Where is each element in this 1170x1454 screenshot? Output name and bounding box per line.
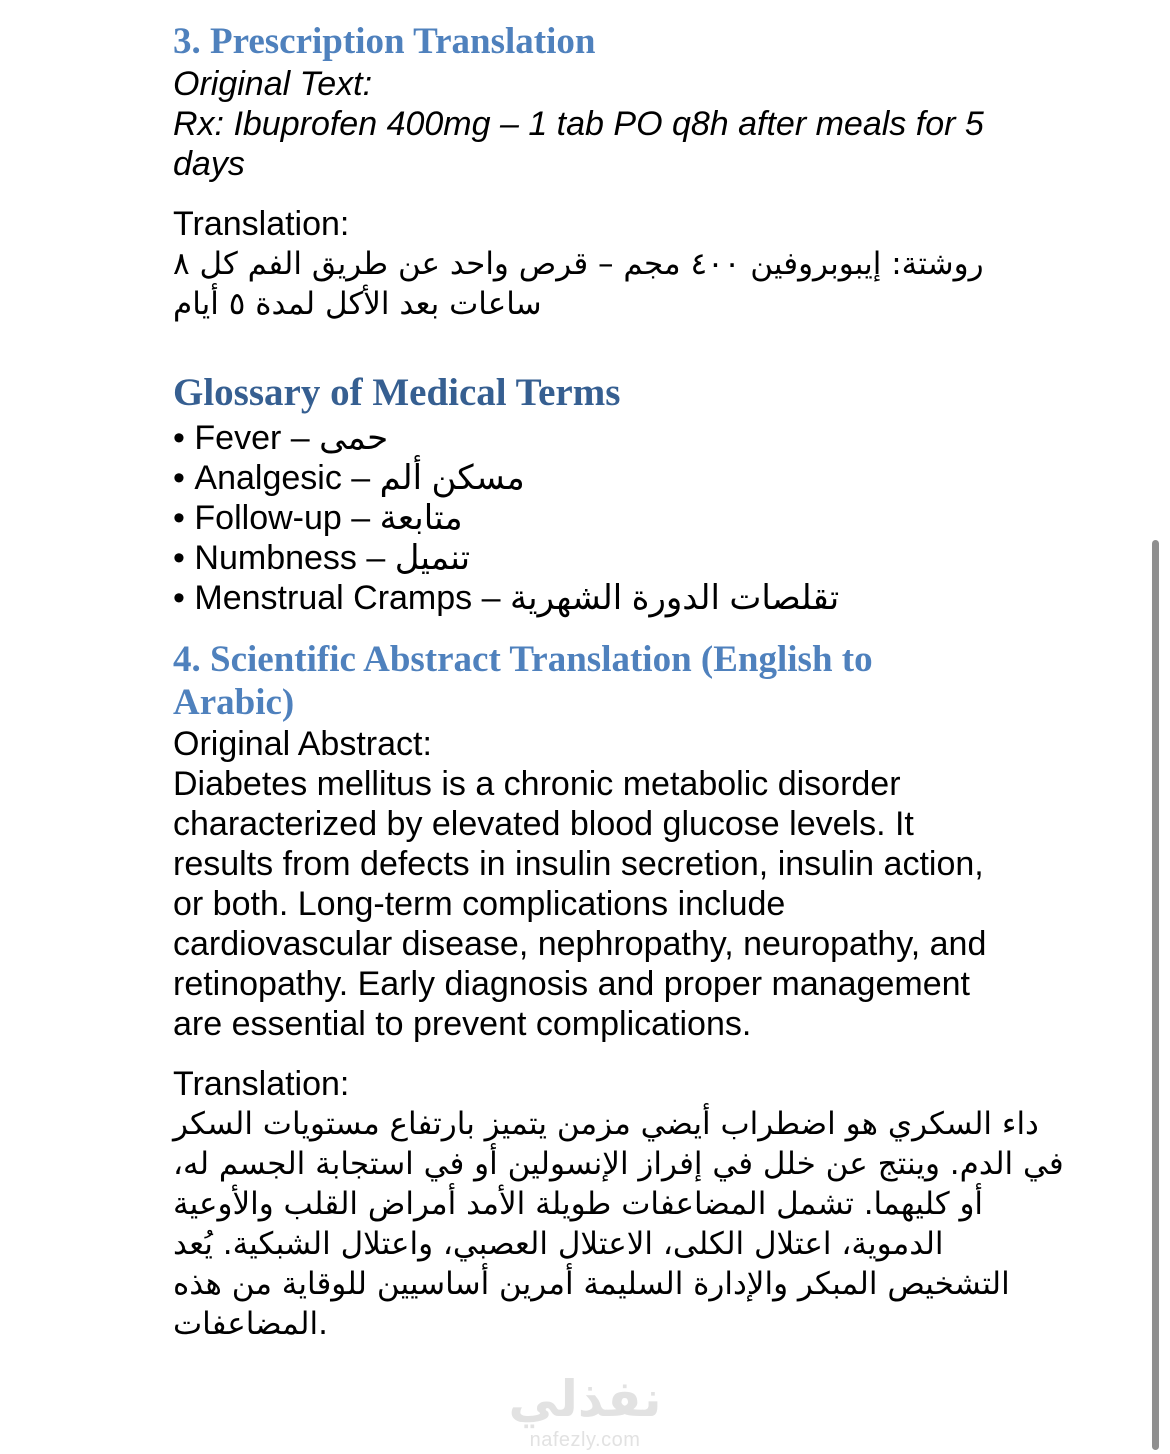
arabic-text: أو كليهما. تشمل المضاعفات طويلة الأمد أمراض القلب والأوعية [173,1186,984,1222]
abstract-translation-line [173,1104,1133,1144]
section-heading-abstract: Arabic) [173,682,295,723]
glossary-list [173,418,1133,618]
abstract-line: or both. Long-term complications include [173,885,786,923]
abstract-translation-line [173,1264,1133,1304]
glossary-section [173,370,1133,618]
abstract-translation-paragraph [173,1104,1133,1344]
arabic-text: المضاعفات. [173,1306,328,1342]
abstract-translation-line [173,1304,1133,1344]
glossary-term: Menstrual Cramps – تقلصات الدورة الشهرية [194,579,840,617]
arabic-text: التشخيص المبكر والإدارة السليمة أمرين أساسيين للوقاية من هذه [173,1266,1010,1302]
abstract-line: are essential to prevent complications. [173,1005,752,1043]
abstract-line: Diabetes mellitus is a chronic metabolic disorder [173,765,901,803]
scientific-abstract-section [173,638,1133,1344]
watermark-site: nafezly.com [529,1429,641,1451]
glossary-item [173,578,1133,618]
prescription-original-line: Rx: Ibuprofen 400mg – 1 tab PO q8h after meals for 5 [173,105,984,143]
glossary-item [173,458,1133,498]
abstract-translation-line [173,1224,1133,1264]
glossary-item [173,418,1133,458]
document-content [173,20,1133,1344]
section-heading-prescription: 3. Prescription Translation [173,21,596,62]
prescription-translation-section [173,20,1133,324]
glossary-item [173,498,1133,538]
prescription-translation-line [173,284,1133,324]
prescription-translation-line [173,244,1133,284]
glossary-item [173,538,1133,578]
bullet: • [173,419,185,457]
bullet: • [173,499,185,537]
bullet: • [173,539,185,577]
section-heading-abstract: 4. Scientific Abstract Translation (English to [173,639,873,680]
abstract-line: retinopathy. Early diagnosis and proper management [173,965,970,1003]
arabic-text: الدموية، اعتلال الكلى، الاعتلال العصبي، واعتلال الشبكية. يُعد [173,1226,944,1262]
bullet: • [173,459,185,497]
glossary-heading: Glossary of Medical Terms [173,371,621,414]
abstract-line: cardiovascular disease, nephropathy, neuropathy, and [173,925,987,963]
abstract-translation-line [173,1144,1133,1184]
bullet: • [173,579,185,617]
arabic-text: روشتة: إيبوبروفين ٤٠٠ مجم – قرص واحد عن طريق الفم كل ٨ [173,246,984,282]
arabic-text: داء السكري هو اضطراب أيضي مزمن يتميز بارتفاع مستويات السكر [173,1106,1039,1142]
original-text-label: Original Text: [173,65,373,103]
arabic-text: ساعات بعد الأكل لمدة ٥ أيام [173,286,542,322]
translation-label: Translation: [173,205,350,243]
abstract-paragraph [173,764,1133,1044]
watermark-logo: نفذلي [508,1370,662,1428]
glossary-term: Fever – حمى [194,419,389,457]
glossary-term: Numbness – تنميل [194,539,471,577]
watermark [0,1370,1170,1452]
scrollbar-thumb[interactable] [1152,540,1159,1450]
prescription-original-line: days [173,145,245,183]
glossary-term: Analgesic – مسكن ألم [194,459,525,497]
abstract-line: results from defects in insulin secretion, insulin action, [173,845,984,883]
glossary-term: Follow-up – متابعة [194,499,463,537]
abstract-line: characterized by elevated blood glucose levels. It [173,805,914,843]
arabic-text: في الدم. وينتج عن خلل في إفراز الإنسولين أو في استجابة الجسم له، [173,1146,1064,1182]
translation-label: Translation: [173,1065,350,1103]
original-abstract-label: Original Abstract: [173,725,432,763]
abstract-translation-line [173,1184,1133,1224]
